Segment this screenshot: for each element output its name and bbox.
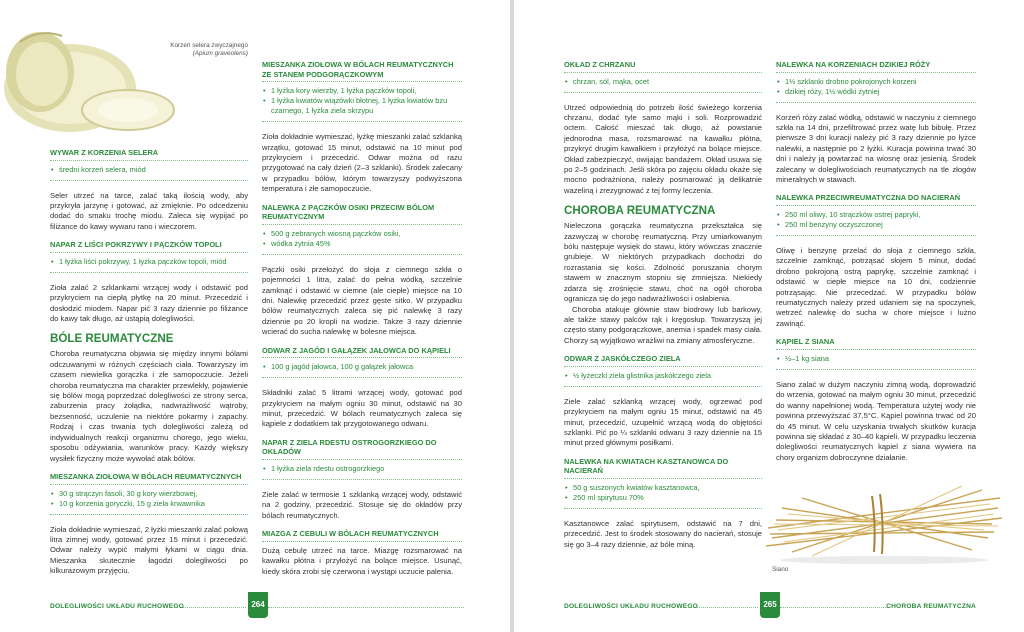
footer-line	[180, 607, 246, 608]
ingredients-nalewka-przeciwreumatyczna	[776, 210, 976, 236]
ingredient-item: • ½–1 kg siana	[776, 354, 976, 364]
ingredients-odwar-jaskolcze	[564, 371, 762, 387]
ingredients-nalewka-osiki	[262, 229, 462, 255]
footer-line	[694, 607, 758, 608]
ingredient-item: • 1 łyżka kory wierzby, 1 łyżka pączków topoli,	[262, 86, 462, 96]
heading-napar: NAPAR Z LIŚCI POKRZYWY I PĄCZKÓW TOPOLI	[50, 240, 248, 253]
ingredient-item: • dzikiej róży, 1½ wódki żytniej	[776, 87, 976, 97]
image-caption	[120, 42, 248, 58]
text-nalewka-rozy: Korzeń róży zalać wódką, odstawić w naczyniu z ciemnego szkła na 14 dni, przefiltrować przez watę lub bibułę. Przez pierwsze 3 dni kuracji należy pić 3 razy dziennie po łyżce nalewki, a następnie po 2 łyżki. Kuracja powinna trwać 30 dni i należy ją powtarzać na wiosnę oraz jesienią. Środek zalecany w dolegliwościach reumatycznych na tle złogów mineralnych w stawach.	[776, 112, 976, 185]
celery-root-image	[0, 22, 176, 134]
heading-kapiel-siana: KĄPIEL Z SIANA	[776, 337, 976, 350]
left-page	[0, 0, 510, 632]
left-footer-section: DOLEGLIWOŚCI UKŁADU RUCHOWEGO	[50, 603, 185, 610]
text-mieszanka-2: Zioła dokładnie wymieszać, łyżkę mieszanki zalać szklanką wrzątku, gotować 15 minut, odstawić na 10 minut pod przykryciem i przecedzić. Odwar można od razu przygotować na cały dzień (2–3 szklanki). Środek zalecany w przypadku bólów, którym towarzyszy podwyższona temperatura i złe samopoczucie.	[262, 132, 462, 194]
ingredients-wywar	[50, 165, 248, 181]
text-odwar-jaskolcze: Ziele zalać szklanką wrzącej wody, ogrzewać pod przykryciem na małym ogniu 15 minut, odstawić na 45 minut, przecedzić, uzupełnić wrzącą wodą do objętości szklanki. Pić po ¼ szklanki odwaru 3 razy dziennie na 15 minut przed głównymi posiłkami.	[564, 396, 762, 448]
right-footer-section: DOLEGLIWOŚCI UKŁADU RUCHOWEGO	[564, 603, 699, 610]
right-column-1	[564, 60, 762, 558]
ingredient-item: • 250 ml benzyny oczyszczonej	[776, 220, 976, 230]
ingredient-item: • 1½ szklanki drobno pokrojonych korzeni	[776, 77, 976, 87]
ingredient-item: • 10 g korzenia goryczki, 15 g ziela krwawnika	[50, 499, 248, 509]
ingredient-item: • średni korzeń selera, miód	[50, 165, 248, 175]
text-bole: Choroba reumatyczna objawia się między innymi bólami odczuwanymi w różnych częściach ciała. Towarzyszy im czasem niewielka gorączka i złe samopoczucie. Jeżeli choroba reumatyczna ma charakter przewlekły, pojawienie się bólów mogą poprzedzać dolegliwości ze strony serca, zaburzenia pracy żołądka, nadwrażliwość wątroby, bezsenność, uczulenie na niektóre pokarmy i zapachy. Rodzaj i czas trwania tych dolegliwości zależą od indywidualnych reakcji organizmu chorego, jego wieku, sposobu odżywiania, warunków pracy. Każdy większy wysiłek fizyczny może wywołać atak bólów.	[50, 349, 248, 463]
ingredient-item: • 100 g jagód jałowca, 100 g gałązek jałowca	[262, 362, 462, 372]
ingredient-item: • 1 łyżka liści pokrzywy, 1 łyżka pączków topoli, miód	[50, 257, 248, 267]
heading-oklad-chrzan: OKŁAD Z CHRZANU	[564, 60, 762, 73]
ingredients-kapiel-siana	[776, 354, 976, 370]
heading-choroba-reumatyczna: CHOROBA REUMATYCZNA	[564, 204, 716, 218]
caption-title: Korzeń selera zwyczajnego	[170, 42, 248, 49]
page-number-left: 264	[248, 592, 268, 618]
left-column-2	[262, 60, 462, 585]
hay-bundle-image	[762, 468, 1006, 566]
ingredients-odwar-jalowca	[262, 362, 462, 378]
right-footer-chapter: CHOROBA REUMATYCZNA	[886, 603, 976, 610]
footer-line	[780, 607, 888, 608]
ingredient-item: • 250 ml spirytusu 70%	[564, 493, 762, 503]
text-nalewka-osiki: Pączki osiki przełożyć do słoja z ciemnego szkła o pojemności 1 litra, zalać do pełna wódką, szczelnie zamknąć i odstawić w ciemne (ale ciepłe) miejsce na 10 dni. Nalewkę przecedzić przez gęste sitko. W przypadku bólów reumatycznych zaleca się pić nalewkę 3 razy dziennie po 20 kropli na wodzie. Także 3 razy dziennie wcierać do sucha nalewkę w bolesne miejsca.	[262, 264, 462, 337]
text-miazga: Dużą cebulę utrzeć na tarce. Miazgę rozsmarować na kawałku płótna i przyłożyć na bolące miejsce. Usunąć, kiedy skóra zrobi się czerwona i wystąpi uczucie palenia.	[262, 545, 462, 576]
ingredient-item: • 1 łyżka kwiatów wiązówki błotnej, 1 łyżka kwiatów bzu czarnego, 1 łyżka ziela skrzypu	[262, 96, 462, 116]
right-column-2	[776, 60, 976, 471]
hay-caption: Siano	[772, 566, 789, 573]
text-nalewka-przeciwreumatyczna: Oliwę i benzynę przelać do słoja z ciemnego szkła, szczelnie zamknąć, potrząsać słojem 5 minut, dodać drobno pokrojoną ostrą paprykę, szczelnie zamknąć i odstawić w ciepłe miejsce na 10 dni, codziennie potrząsając. Nie przecedzać. W przypadku bólów reumatycznych należy przed udaniem się na spoczynek, wetrzeć nalewkę do sucha w chore miejsce i lużno zawinąć.	[776, 246, 976, 328]
heading-mieszanka-2: MIESZANKA ZIOŁOWA W BÓLACH REUMATYCZNYCH ZE STANEM PODGORĄCZKOWYM	[262, 60, 462, 82]
ingredient-item: • 250 ml oliwy, 10 strączków ostrej papryki,	[776, 210, 976, 220]
text-nalewka-kasztanowca: Kasztanowce zalać spirytusem, odstawić na 7 dni, przecedzić. Jest to środek stosowany do nacierań, stosuje się go 3–4 razy dziennie, aż bóle miną.	[564, 518, 762, 549]
heading-nalewka-osiki: NALEWKA Z PĄCZKÓW OSIKI PRZECIW BÓLOM REUMATYCZNYM	[262, 203, 462, 225]
heading-odwar-jaskolcze: ODWAR Z JASKÓŁCZEGO ZIELA	[564, 354, 762, 367]
text-mieszanka-1: Zioła dokładnie wymieszać, 2 łyżki mieszanki zalać połową litra zimnej wody, gotować przez 15 minut i przecedzić. Odwar należy wypić małymi łykami w ciągu dnia. Mieszanka skutecznie łagodzi dolegliwości po kilkurazowym przyjęciu.	[50, 524, 248, 576]
page-number-right: 265	[760, 592, 780, 618]
ingredient-item: • ½ łyżeczki ziela glistnika jaskółczego ziela	[564, 371, 762, 381]
ingredients-nalewka-rozy	[776, 77, 976, 103]
caption-latin: (Apium graveolens)	[192, 50, 248, 57]
heading-nalewka-przeciwreumatyczna: NALEWKA PRZECIWREUMATYCZNA DO NACIERAŃ	[776, 193, 976, 206]
heading-wywar: WYWAR Z KORZENIA SELERA	[50, 148, 248, 161]
right-page	[514, 0, 1024, 632]
ingredients-oklad-chrzan	[564, 77, 762, 93]
heading-napar-rdestu: NAPAR Z ZIELA RDESTU OSTROGORZKIEGO DO OKŁADÓW	[262, 438, 462, 460]
ingredients-napar-rdestu	[262, 464, 462, 480]
footer-line	[268, 607, 464, 608]
heading-nalewka-kasztanowca: NALEWKA NA KWIATACH KASZTANOWCA DO NACIERAŃ	[564, 457, 762, 479]
heading-mieszanka-1: MIESZANKA ZIOŁOWA W BÓLACH REUMATYCZNYCH	[50, 472, 248, 485]
text-napar-rdestu: Ziele zalać w termosie 1 szklanką wrzącej wody, odstawić na 2 godziny, przecedzić. Stosuje się do okładów przy bólach reumatycznych.	[262, 490, 462, 520]
text-odwar-jalowca: Składniki zalać 5 litrami wrzącej wody, gotować pod przykryciem na małym ogniu 30 minut, odstawić na 30 minut, przecedzić. W bólach reumatycznych zaleca się kąpiele z dodatkiem tak przygotowanego odwaru.	[262, 388, 462, 429]
ingredient-item: • 500 g zebranych wiosną pączków osiki,	[262, 229, 462, 239]
heading-odwar-jalowca: ODWAR Z JAGÓD I GAŁĄZEK JAŁOWCA DO KĄPIELI	[262, 346, 462, 359]
ingredient-item: • wódka żytnia 45%	[262, 239, 462, 249]
text-wywar: Seler utrzeć na tarce, zalać taką ilością wody, aby przykryła jarzynę i gotować, aż zmięknie. Po odcedzeniu dodać do smaku trochę miodu. Zaleca się wypijać po filiżance do kawy wywaru rano i wieczorem.	[50, 190, 248, 231]
heading-nalewka-rozy: NALEWKA NA KORZENIACH DZIKIEJ RÓŻY	[776, 60, 976, 73]
ingredients-mieszanka-2	[262, 86, 462, 122]
text-kapiel-siana: Siano zalać w dużym naczyniu zimną wodą, doprowadzić do wrzenia, gotować na małym ogniu 30 minut, przecedzić do wanny napełnionej wodą. Temperatura użytej wody nie powinna przewyższać 37,5°C. Kąpiel powinna trwać od 20 do 45 minut. W celu uzyskania trwałych skutków kuracja powinna się składać z 30–40 kąpieli. W przypadku leczenia dolegliwości reumatycznych kąpiel z siana wywiera na chory organizm dobroczynne działanie.	[776, 379, 976, 462]
ingredients-nalewka-kasztanowca	[564, 483, 762, 509]
left-column-1	[50, 148, 248, 585]
ingredient-item: • 30 g strączyn fasoli, 30 g kory wierzbowej,	[50, 489, 248, 499]
ingredients-mieszanka-1	[50, 489, 248, 515]
text-napar: Zioła zalać 2 szklankami wrzącej wody i odstawić pod przykryciem na ciepłą płytkę na 20 minut. Przecedzić i dosłodzić miodem. Napar pić 3 razy dziennie po filiżance do kawy tak długo, aż ustąpią dolegliwości.	[50, 282, 248, 324]
ingredient-item: • chrzan, sól, mąka, ocet	[564, 77, 762, 87]
ingredient-item: • 50 g suszonych kwiatów kasztanowca,	[564, 483, 762, 493]
text-oklad-chrzan: Utrzeć odpowiednią do potrzeb ilość świeżego korzenia chrzanu, dodać tyle samo mąki i soli. Rozprowadzić octem. Całość mieszać tak długo, aż powstanie jednorodna masa, rozsmarować na kawałku płótna, przykryć drugim kawałkiem i przyłożyć na bolące miejsce. Okład zabezpieczyć, owijając bandażem. Okład usuwa się po 2–5 godzinach. Jeśli skóra po zajęciu okładu okaże się mocno podrażniona, należy posmarować ją delikatnie wazeliną i zrezygnować z tej formy leczenia.	[564, 102, 762, 195]
heading-bole-reumatyczne: BÓLE REUMATYCZNE	[50, 332, 174, 346]
heading-miazga: MIAZGA Z CEBULI W BÓLACH REUMATYCZNYCH	[262, 529, 462, 542]
text-choroba-2: Choroba atakuje głównie staw biodrowy lub barkowy, ale także stawy palców rąk i kręgosłup. Towarzyszą jej często stany podgorączkowe, anemia i spadek masy ciała. Chorzy są wyjątkowo wrażliwi na zmiany atmosferyczne.	[564, 304, 762, 345]
ingredients-napar	[50, 257, 248, 273]
ingredient-item: • 1 łyżka ziela rdestu ostrogorzkiego	[262, 464, 462, 474]
text-choroba-1: Nieleczona gorączka reumatyczna przekształca się zazwyczaj w chorobę reumatyczną. Przy umiarkowanym bólu następuje wysięk do stawu, który wówczas znacznie grubieje. W niektórych przypadkach dochodzi do rozrastania się kości. Zdolność poruszania chorym stawem w znacznym stopniu się zmniejsza. Niekiedy zdarza się zrośnięcie stawu, choć na ogół choroba ogranicza się do jego nadwrażliwości i osłabienia.	[564, 221, 762, 304]
